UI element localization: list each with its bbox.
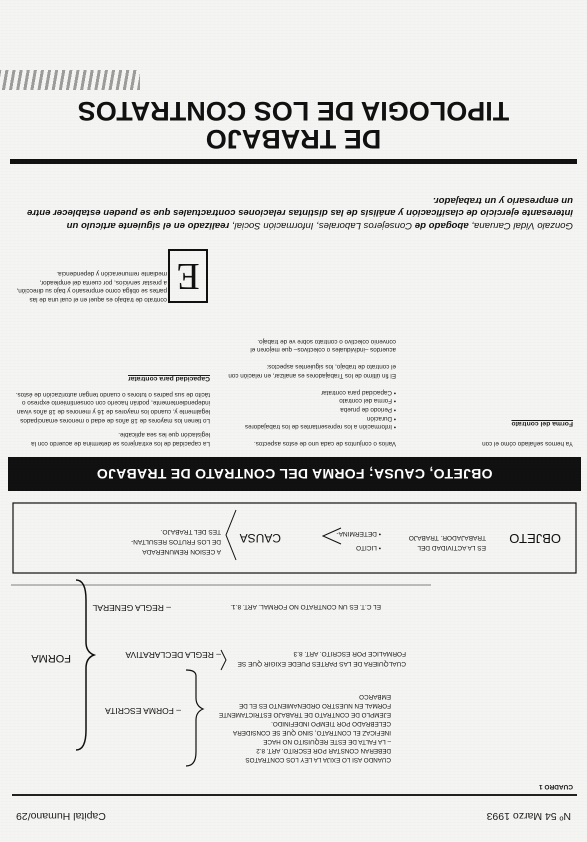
regla-declarativa-desc-1: CUALQUIERA DE LAS PARTES PUEDE EXIGIR QUE SE (237, 660, 406, 667)
determina-label: • DETERMINA- (336, 530, 381, 537)
forma-label: FORMA (31, 652, 71, 664)
col2-item-4: • Duración (366, 414, 396, 422)
drop-cap: E (168, 249, 208, 303)
forma-block (11, 580, 431, 766)
causa-desc-2: DE LOS FRUTOS RESULTAN- (131, 538, 221, 545)
objeto-frame (13, 503, 576, 573)
col1-text: Ya hemos señalado cómo el con (482, 440, 573, 447)
col1-heading: Forma del contrato (511, 420, 573, 428)
col2-text-2: acuerdos –individuales o colectivos– que mejoren el convenio colectivo o contrato sobre ve de trabajo. (250, 337, 396, 354)
author-name: Gonzalo Vidal Caruana, (471, 220, 573, 231)
forma-escrita-desc-1: CUANDO ASI LO EXIJA LA LEY LOS CONTRATOS (245, 756, 391, 763)
licito-label: • LICITO (356, 544, 381, 551)
figure-label: CUADRO 1 (539, 783, 573, 790)
section-page: Capital Humano/29 (16, 810, 106, 822)
causa-label: CAUSA (239, 531, 281, 545)
forma-escrita-desc-4: INEFICAZ EL CONTRATO, SINO QUE SE CONSIDERA (232, 729, 391, 736)
forma-escrita-label: – FORMA ESCRITA (105, 706, 181, 716)
header-rule (12, 794, 577, 796)
author-role: abogado de (414, 220, 472, 231)
causa-desc-3: TES DEL TRABAJO. (160, 528, 221, 535)
col2-text-1: Varios o conjuntos de cada uno de estos aspectos. (253, 440, 396, 447)
intro-paragraph (15, 268, 167, 303)
objeto-desc-1: ES LA ACTIVIDAD DEL (417, 544, 486, 551)
forma-escrita-desc-6: EJEMPLO DE CONTRATO DE TRABAJO ESTRICTAMENTE (218, 711, 391, 718)
forma-escrita-brace (186, 670, 203, 766)
regla-declarativa-desc-2: FORMALICE POR ESCRITO. ART. 8.3 (293, 650, 406, 657)
col3-heading: Capacidad para contratar (128, 374, 210, 382)
forma-escrita-desc-2: DEBERAN CONSTAR POR ESCRITO. ART. 8.2 (256, 747, 391, 754)
column-1 (405, 419, 573, 447)
forma-escrita-desc-7: FORMAL EN NUESTRO ORDENAMIENTO ES EL DE (239, 702, 391, 709)
article-title-line-2: DE TRABAJO (205, 124, 382, 154)
subtitle-summary: realizado en el siguiente artículo un interesante ejercicio de clasificación y análisis de las distintas relaciones contractuales que se pueden establecer entre un empresario y un trabajador. (26, 194, 573, 231)
objeto-label: OBJETO (509, 531, 561, 546)
article-title-line-1: TIPOLOGIA DE LOS CONTRATOS (77, 96, 510, 126)
regla-general-label: – REGLA GENERAL (92, 603, 171, 613)
table-banner: OBJETO, CAUSA; FORMA DEL CONTRATO DE TRABAJO (8, 457, 581, 491)
col2-item-2: • Forma del contrato (339, 397, 396, 405)
title-rule (10, 159, 577, 164)
column-2 (228, 336, 396, 447)
scan-corner-artifact (0, 70, 140, 90)
contract-diagram (8, 455, 581, 780)
col2-text-3: El fin último de los Trabajadores es analizar, en relación con el contrato de trabajo, los siguientes aspectos: (228, 363, 396, 379)
col2-item-5: • Información a los representantes de los trabajadores (245, 423, 396, 431)
regla-declarativa-label: – REGLA DECLARATIVA (125, 650, 221, 660)
column-3 (15, 374, 210, 448)
col3-text-3: Lo tienen los mayores de 18 años de edad o menores emancipados legalmente y, cuando los mayores de 16 y menores de 18 años vivan independientemente, podrán hacerlo con consentimiento expreso o tácito de sus padres o tutores o cuando tengan autorización de éstos. (15, 390, 210, 424)
forma-escrita-desc-8: EMBARCO (359, 693, 391, 700)
causa-desc-1: A CESION REMUNERADA (142, 548, 221, 555)
objeto-block (13, 503, 576, 573)
regla-declarativa-brace (221, 650, 226, 670)
author-company: Consejeros Laborales, Información Social, (229, 220, 415, 231)
causa-brace (226, 510, 236, 560)
objeto-desc-2: TRABAJADOR. TRABAJO (408, 534, 486, 541)
forma-brace (76, 580, 94, 750)
col3-text-4: La capacidad de los extranjeros se determina de acuerdo con la legislación que les sea aplicable. (31, 431, 210, 447)
article-subtitle (13, 193, 573, 231)
forma-escrita-desc-3: – LA FALTA DE ESTE REQUISITO NO HACE (263, 738, 391, 745)
issue-number: Nº 54 Marzo 1993 (486, 810, 571, 822)
regla-general-desc: EL C.T. ES UN CONTRATO NO FORMAL. ART. 8.1. (230, 603, 381, 610)
intro-text: contrato de trabajo es aquel en el cual una de las partes se obliga como empresario y bajo su dirección, a prestar servicios, por cuenta del empleador, mediante remuneración y dependencia. (16, 269, 167, 303)
forma-escrita-desc-5: CELEBRADO POR TIEMPO INDEFINIDO. (271, 720, 391, 727)
col2-item-1: • Capacidad para contratar (320, 388, 396, 396)
col2-item-3: • Periodo de prueba (340, 405, 396, 413)
